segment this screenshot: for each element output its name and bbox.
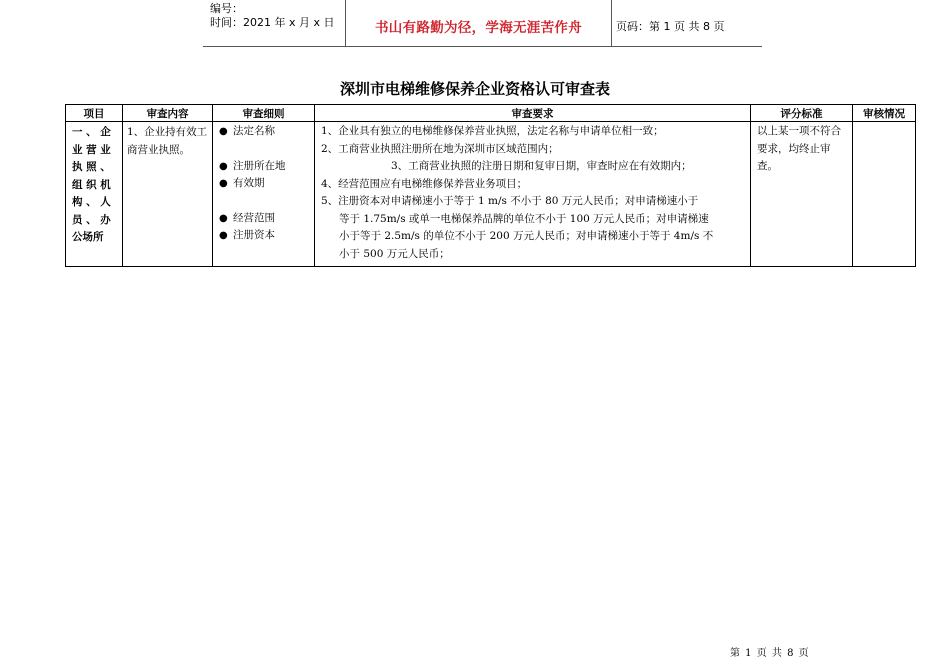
- header-meta: [203, 0, 345, 46]
- score-cell: 以上某一项不符合要求，均终止审查。: [751, 122, 853, 267]
- item-line: 公场所: [72, 231, 104, 243]
- bullet-icon: ●: [219, 161, 228, 172]
- item-line: 业 营 业: [72, 143, 111, 156]
- item-line: 组 织 机: [72, 178, 111, 191]
- number-label: 编号：: [210, 2, 243, 15]
- detail-item: ● 注册所在地: [219, 158, 286, 176]
- col-header-requirement: 审查要求: [315, 105, 751, 122]
- content-cell: 1、企业持有效工商营业执照。: [123, 122, 213, 267]
- item-line: 执 照 、: [72, 161, 111, 173]
- requirement-line: 2、工商营业执照注册所在地为深圳市区域范围内；: [321, 142, 559, 155]
- page-title: 深圳市电梯维修保养企业资格认可审查表: [339, 80, 610, 98]
- detail-item: ● 经营范围: [219, 210, 275, 228]
- requirement-line: 5、注册资本对申请梯速小于等于 1 m/s 不小于 80 万元人民币；对申请梯速小于: [321, 195, 699, 207]
- bullet-icon: ●: [219, 126, 228, 137]
- col-header-item: 项目: [66, 105, 123, 122]
- motto: 书山有路勤为径，学海无涯苦作舟: [375, 20, 582, 36]
- requirement-line: 小于等于 2.5m/s 的单位不小于 200 万元人民币；对申请梯速小于等于 4m/s 不: [339, 230, 714, 242]
- table-row: [66, 122, 916, 267]
- review-table: [65, 104, 916, 267]
- col-header-review: 审核情况: [853, 105, 916, 122]
- bullet-icon: ●: [219, 230, 228, 241]
- header-divider: [203, 46, 762, 47]
- col-header-score: 评分标准: [751, 105, 853, 122]
- table-header-row: [66, 105, 916, 122]
- header-page-cell: [611, 0, 762, 46]
- item-line: 构 、 人: [72, 196, 111, 208]
- requirement-line: 3、工商营业执照的注册日期和复审日期，审查时应在有效期内；: [391, 160, 692, 172]
- bullet-icon: ●: [219, 178, 228, 189]
- requirement-line: 1、企业具有独立的电梯维修保养营业执照，法定名称与申请单位相一致；: [321, 125, 664, 137]
- requirement-line: 等于 1.75m/s 或单一电梯保养品牌的单位不小于 100 万元人民币；对申请梯速: [339, 212, 709, 225]
- requirement-line: 小于 500 万元人民币；: [339, 247, 450, 260]
- requirement-cell: [315, 122, 751, 267]
- detail-item: ● 注册资本: [219, 227, 275, 245]
- bullet-icon: ●: [219, 213, 228, 224]
- detail-item: ● 法定名称: [219, 123, 275, 141]
- detail-cell: [213, 122, 315, 267]
- page-footer: 第 1 页 共 8 页: [730, 648, 810, 659]
- page-info: 页码：第 1 页 共 8 页: [616, 20, 725, 33]
- item-line: 员 、 办: [72, 213, 111, 226]
- item-line: 一 、 企: [72, 126, 111, 138]
- header-motto-cell: [345, 0, 612, 46]
- col-header-content: 审查内容: [123, 105, 213, 122]
- review-cell: [853, 122, 916, 267]
- detail-item: ● 有效期: [219, 175, 265, 193]
- item-cell: [66, 122, 123, 267]
- header-box: [203, 0, 762, 46]
- date-label: 时间：2021 年 x 月 x 日: [210, 16, 335, 29]
- col-header-detail: 审查细则: [213, 105, 315, 122]
- requirement-line: 4、经营范围应有电梯维修保养营业务项目；: [321, 177, 528, 190]
